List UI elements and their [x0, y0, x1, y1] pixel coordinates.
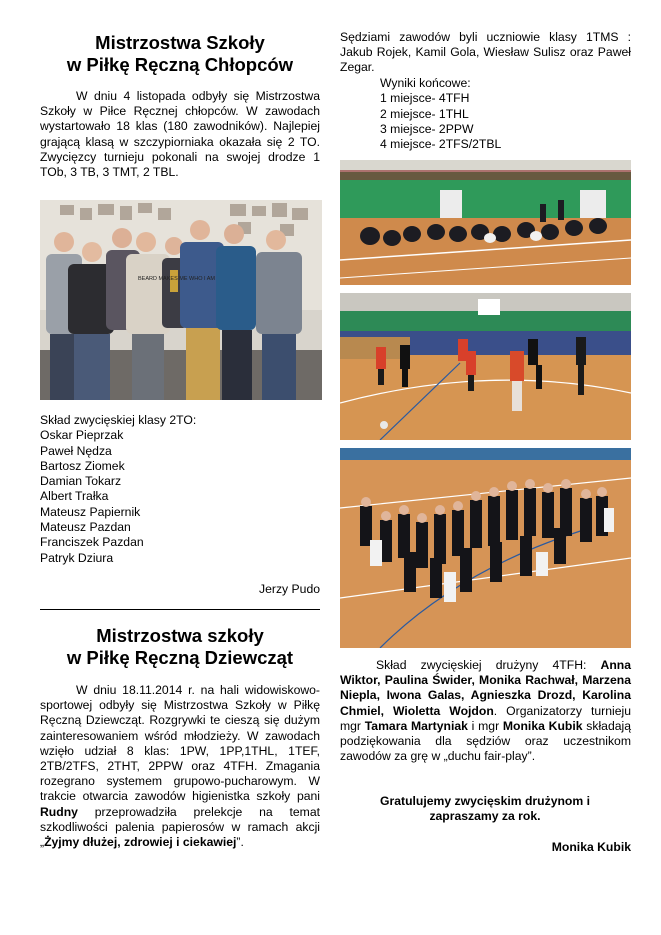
article2-body — [40, 683, 320, 850]
roster-item: Damian Tokarz — [40, 474, 122, 489]
article1-author: Jerzy Pudo — [259, 582, 320, 596]
article2-author — [340, 840, 631, 854]
girls-team-photo — [340, 448, 631, 648]
article2-author-text: Monika Kubik — [551, 840, 631, 854]
girls-team-photo-image — [340, 448, 631, 648]
hall-group-photo — [340, 160, 631, 285]
article2-body-b: przeprowadziła prelekcje na temat szkodliwości palenia papierosów w ramach akcji „ — [40, 804, 320, 850]
article2-title-line2: w Piłkę Ręczną Dziewcząt — [66, 647, 294, 668]
nurse-name: Rudny — [40, 804, 78, 819]
article2-title-line1: Mistrzostwa szkoły — [96, 625, 264, 646]
roster-item: Mateusz Papiernik — [40, 504, 141, 519]
roster-item: Patryk Dziura — [40, 550, 114, 565]
result-item: 4 miejsce- 2TFS/2TBL — [380, 137, 502, 152]
shirt-print: BEARD MAKES ME WHO I AM — [138, 276, 216, 282]
boys-team-photo-image — [40, 200, 322, 400]
organizer-1: Tamara Martyniak — [364, 718, 468, 733]
article1-title-line2: w Piłkę Ręczną Chłopców — [66, 54, 294, 75]
result-item: 2 miejsce- 1THL — [380, 106, 469, 121]
squad-paragraph — [340, 658, 631, 764]
boys-team-photo — [40, 200, 322, 400]
roster-item: Paweł Nędza — [40, 443, 112, 458]
org-a: . Organizatorzy turnieju mgr — [340, 703, 631, 733]
article1-body: W dniu 4 listopada odbyły się Mistrzostwa Szkoły w Piłce Ręcznej chłopców. W zawodach wystartowało 18 klas (180 zawodników). Najlepiej grającą klasą w szczypiorniaka okazała się 2 TO. Zwycięzcy turnieju pokonali na swojej drodze 1 TOb, 3 TB, 3 TMT, 2 TBL. — [40, 89, 320, 180]
results-header: Wyniki końcowe: — [380, 76, 471, 90]
org-c: składają podziękowania dla sędziów oraz uczestnikom zawodów za grę w „duchu fair-play”. — [340, 718, 631, 764]
hall-group-photo-image — [340, 160, 631, 285]
article2-title — [40, 625, 320, 669]
article-divider — [40, 609, 320, 610]
roster-item: Mateusz Pazdan — [40, 520, 131, 535]
squad-intro: Skład zwycięskiej drużyny 4TFH: — [376, 658, 601, 672]
congrats-text: Gratulujemy zwycięskim drużynom i zapraszamy za rok. — [380, 794, 590, 824]
roster-item: Oskar Pieprzak — [40, 428, 124, 443]
roster-header: Skład zwycięskiej klasy 2TO: — [40, 413, 197, 427]
result-item: 3 miejsce- 2PPW — [380, 121, 474, 136]
article2-body-a: W dniu 18.11.2014 r. na hali widowiskowo-sportowej odbyły się Mistrzostwa Szkoły w Piłkę Ręczną Dziewcząt. Rozgrywki te cieszą się dużym zainteresowaniem wśród młodzieży. W zawodach wzięło udział 8 klas: 1PW, 1PP,1THL, 1TEF, 2TB/2TFS, 2THT, 2PPW oraz 4TFH. Zmagania rozegrano systemem grupowo-pucharowym. W trakcie otwarcia zawodów higienistka szkoły pani — [40, 683, 320, 804]
roster-item: Franciszek Pazdan — [40, 535, 144, 550]
results-block — [380, 76, 630, 152]
judges-paragraph: Sędziami zawodów byli uczniowie klasy 1TMS : Jakub Rojek, Kamil Gola, Wiesław Sulisz oraz Paweł Zegar. — [340, 30, 631, 75]
congrats — [370, 794, 600, 824]
result-item: 1 miejsce- 4TFH — [380, 91, 470, 106]
roster-block — [40, 413, 320, 566]
article1-title-line1: Mistrzostwa Szkoły — [95, 32, 265, 53]
game-action-photo-image — [340, 293, 631, 440]
organizer-2: Monika Kubik — [502, 718, 583, 733]
game-action-photo — [340, 293, 631, 440]
org-b: i mgr — [467, 718, 503, 733]
article2-body-c: ”. — [236, 835, 244, 850]
squad-names: Anna Wiktor, Paulina Świder, Monika Rachwał, Marzena Niepla, Iwona Galas, Agnieszka Drozd, Karolina Chmiel, Wioletta Wojdon — [340, 658, 631, 718]
article1-title — [40, 32, 320, 76]
roster-item: Bartosz Ziomek — [40, 458, 125, 473]
roster-item: Albert Trałka — [40, 489, 109, 504]
campaign-name: Żyjmy dłużej, zdrowiej i ciekawiej — [44, 835, 237, 850]
